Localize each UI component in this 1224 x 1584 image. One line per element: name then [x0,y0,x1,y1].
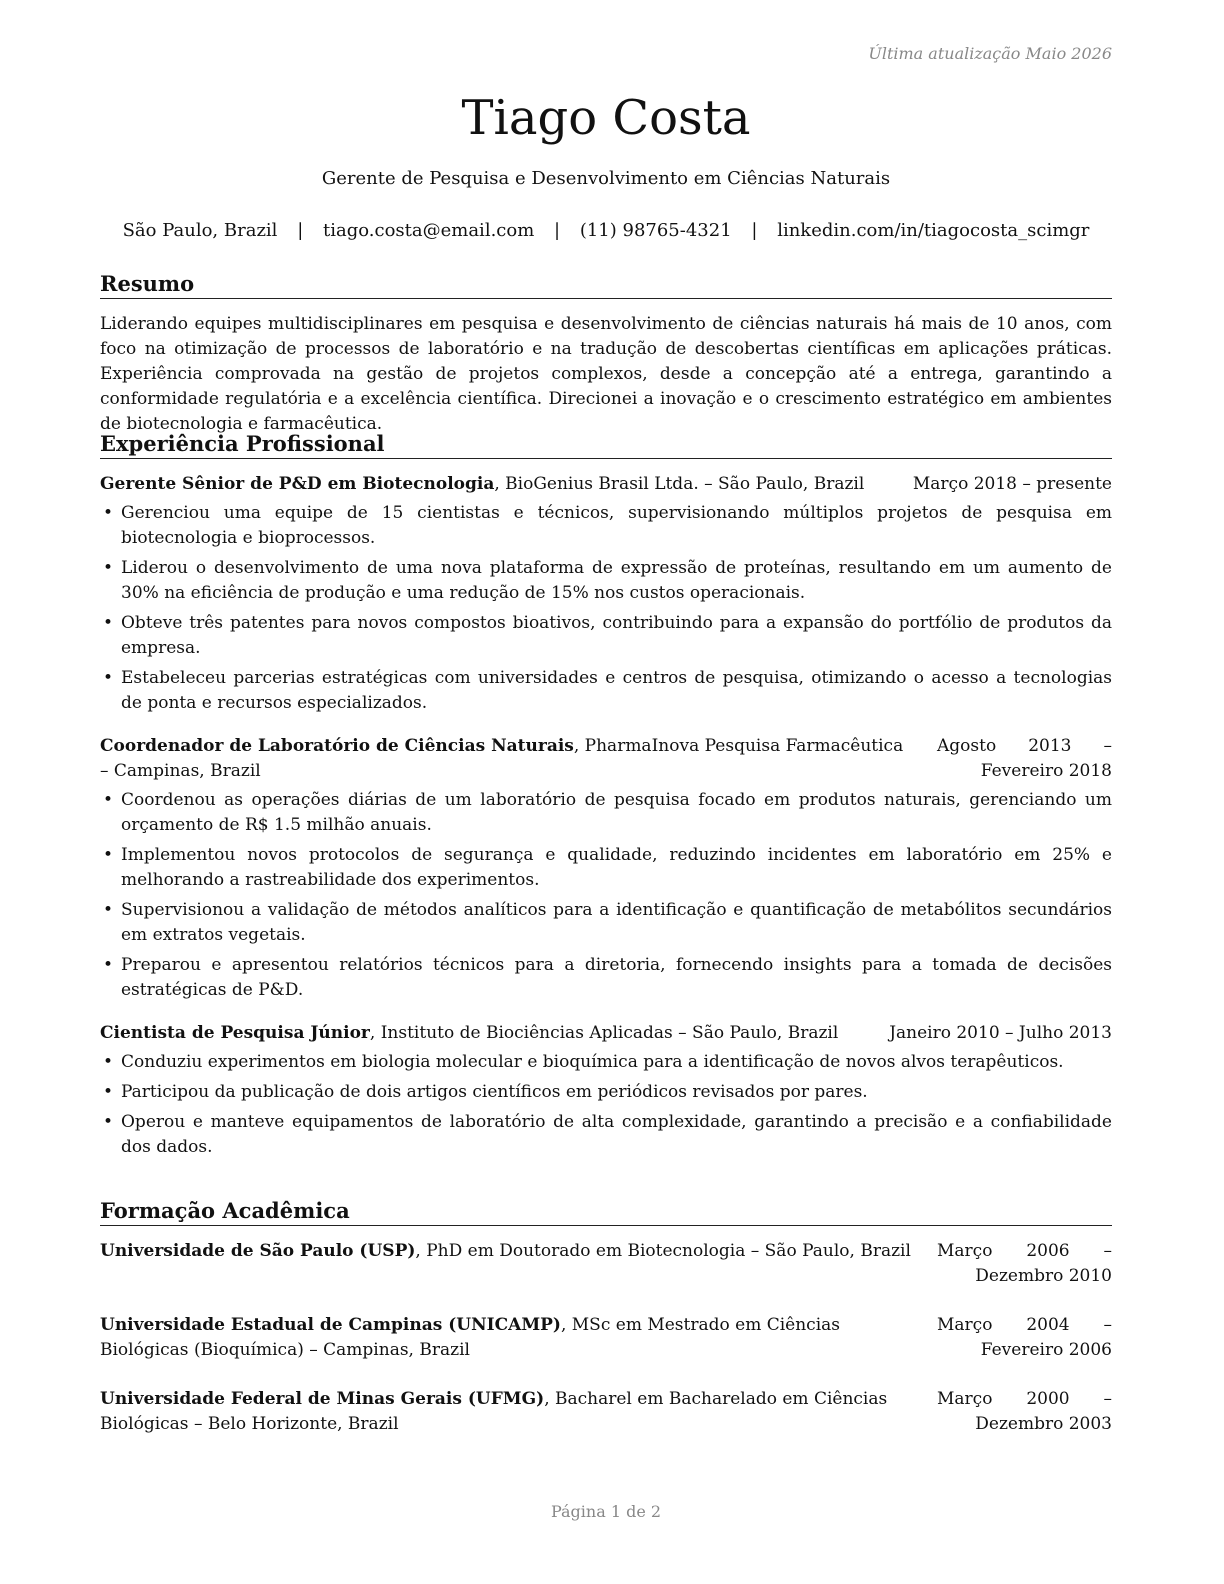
job-bullets [100,1050,1112,1160]
list-item: • Conduziu experimentos em biologia molecular e bioquímica para a identificação de novos alvos terapêuticos. [100,1050,1112,1075]
list-item: • Gerenciou uma equipe de 15 cientistas e técnicos, supervisionando múltiplos projetos de pesquisa em biotecnologia e bioprocessos. [100,501,1112,551]
job-header [100,1021,1112,1046]
contact-separator: | [751,220,758,241]
section-title-education: Formação Acadêmica [100,1197,1112,1226]
job-bullets [100,788,1112,1003]
job-org: , PharmaInova Pesquisa Farmacêutica – Campinas, Brazil [100,736,904,781]
resume-page [100,0,1112,1584]
education-school: Universidade Estadual de Campinas (UNICAMP) [100,1315,561,1335]
education-dates: Março 2004 – Fevereiro 2006 [937,1315,1112,1360]
job-org: , BioGenius Brasil Ltda. – São Paulo, Brazil [494,474,865,494]
education-dates: Março 2006 – Dezembro 2010 [937,1241,1112,1286]
job-header [100,734,1112,784]
list-item: • Supervisionou a validação de métodos analíticos para a identificação e quantificação de metabólitos secundários em extratos vegetais. [100,898,1112,948]
job-org: , Instituto de Biociências Aplicadas – São Paulo, Brazil [369,1023,839,1043]
job-dates: Agosto 2013 – Fevereiro 2018 [937,736,1112,781]
candidate-headline: Gerente de Pesquisa e Desenvolvimento em Ciências Naturais [321,168,891,189]
list-item: • Participou da publicação de dois artigos científicos em periódicos revisados por pares. [100,1080,1112,1105]
education-entry [100,1313,1112,1363]
section-title-summary: Resumo [100,270,1112,299]
contact-email[interactable]: tiago.costa@email.com [323,220,535,241]
list-item: • Operou e manteve equipamentos de laboratório de alta complexidade, garantindo a precisão e a confiabilidade dos dados. [100,1110,1112,1160]
education-entry [100,1387,1112,1437]
contact-line [100,220,1112,241]
contact-location: São Paulo, Brazil [122,220,278,241]
contact-separator: | [297,220,304,241]
education-dates: Março 2000 – Dezembro 2003 [937,1389,1112,1434]
job-bullets [100,501,1112,716]
summary-text: Liderando equipes multidisciplinares em pesquisa e desenvolvimento de ciências naturais há mais de 10 anos, com foco na otimização de processos de laboratório e na tradução de descobertas científicas em aplicações práticas. Experiência comprovada na gestão de projetos complexos, desde a concepção até a entrega, garantindo a conformidade regulatória e a excelência científica. Direcionei a inovação e o crescimento estratégico em ambientes de biotecnologia e farmacêutica. [100,314,1112,434]
education-degree: , Bacharel em Bacharelado em Ciências Biológicas – Belo Horizonte, Brazil [100,1389,888,1434]
list-item: • Estabeleceu parcerias estratégicas com universidades e centros de pesquisa, otimizando o acesso a tecnologias de ponta e recursos especializados. [100,666,1112,716]
job-role: Cientista de Pesquisa Júnior [100,1023,370,1043]
job-role: Coordenador de Laboratório de Ciências Naturais [100,736,574,756]
page-number: Página 1 de 2 [550,1502,662,1521]
contact-separator: | [554,220,561,241]
contact-linkedin[interactable]: linkedin.com/in/tiagocosta_scimgr [777,220,1090,241]
job-role: Gerente Sênior de P&D em Biotecnologia [100,474,495,494]
job-entry [100,734,1112,1003]
education-section [100,1197,1112,1437]
job-entry [100,472,1112,716]
list-item: • Obteve três patentes para novos compostos bioativos, contribuindo para a expansão do portfólio de produtos da empresa. [100,611,1112,661]
education-degree: , MSc em Mestrado em Ciências Biológicas (Bioquímica) – Campinas, Brazil [100,1315,840,1360]
job-entry [100,1021,1112,1160]
last-updated: Última atualização Maio 2026 [868,44,1112,63]
contact-phone: (11) 98765-4321 [579,220,732,241]
list-item: • Preparou e apresentou relatórios técnicos para a diretoria, fornecendo insights para a tomada de decisões estratégicas de P&D. [100,953,1112,1003]
education-school: Universidade Federal de Minas Gerais (UFMG) [100,1389,545,1409]
education-entry [100,1239,1112,1289]
section-title-experience: Experiência Profissional [100,430,1112,459]
list-item: • Implementou novos protocolos de segurança e qualidade, reduzindo incidentes em laboratório em 25% e melhorando a rastreabilidade dos experimentos. [100,843,1112,893]
job-dates: Janeiro 2010 – Julho 2013 [889,1023,1112,1043]
education-school: Universidade de São Paulo (USP) [100,1241,416,1261]
list-item: • Liderou o desenvolvimento de uma nova plataforma de expressão de proteínas, resultando em um aumento de 30% na eficiência de produção e uma redução de 15% nos custos operacionais. [100,556,1112,606]
education-degree: , PhD em Doutorado em Biotecnologia – São Paulo, Brazil [415,1241,911,1261]
candidate-name: Tiago Costa [461,90,751,146]
summary-section [100,270,1112,437]
experience-section [100,430,1112,1165]
list-item: • Coordenou as operações diárias de um laboratório de pesquisa focado em produtos naturais, gerenciando um orçamento de R$ 1.5 milhão anuais. [100,788,1112,838]
job-header [100,472,1112,497]
job-dates: Março 2018 – presente [912,474,1112,494]
